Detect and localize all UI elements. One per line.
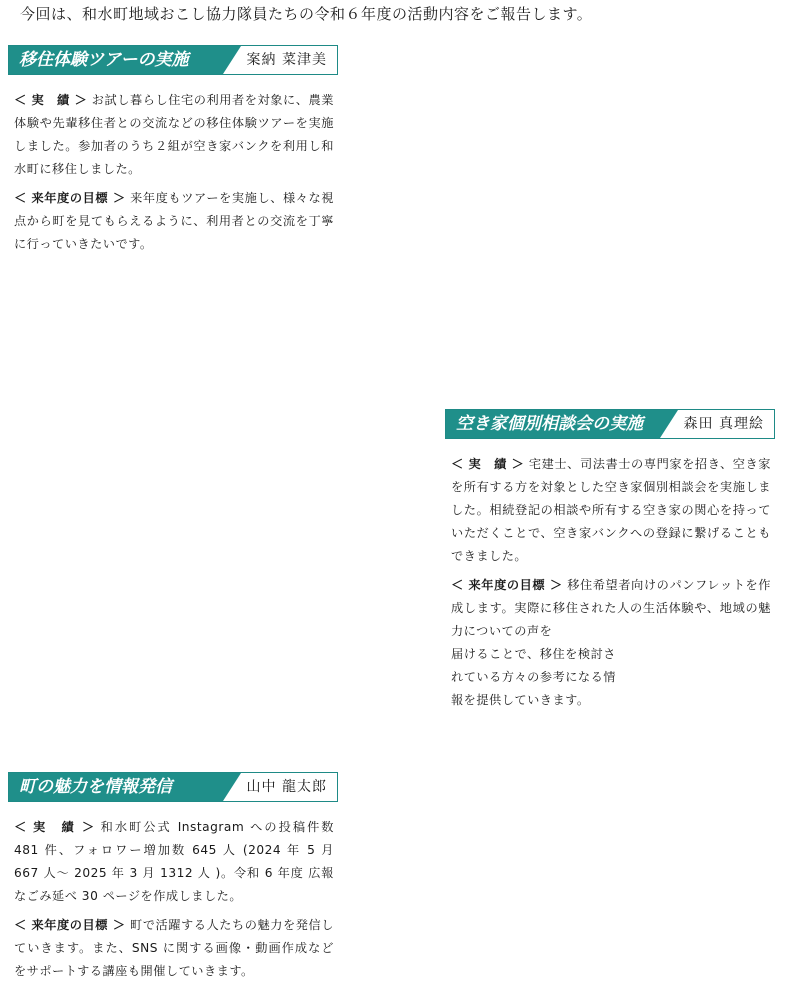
section-vacant-house-consultation (445, 409, 775, 718)
section-migration-tour (8, 45, 338, 262)
section-title: 空き家個別相談会の実施 (456, 414, 643, 434)
goal-paragraph (451, 574, 771, 643)
section-author: 森田 真理絵 (683, 416, 764, 432)
result-label: ＜ 実 績 ＞ (14, 820, 95, 834)
section-author: 山中 龍太郎 (246, 779, 327, 795)
goal-text: 町で活躍する人たちの魅力を発信していきます。また、SNS に関する画像・動画作成などをサポートする講座も開催していきます。 (14, 918, 334, 978)
goal-paragraph (14, 187, 334, 256)
goal-text: 移住希望者向けのパンフレットを作成します。実際に移住された人の生活体験や、地域の魅力についての声を (451, 578, 771, 638)
section-body (445, 439, 775, 712)
goal-label: ＜ 来年度の目標 ＞ (14, 918, 126, 932)
section-author: 案納 菜津美 (246, 52, 327, 68)
section-header (8, 772, 338, 802)
section-title: 移住体験ツアーの実施 (19, 50, 189, 70)
goal-label: ＜ 来年度の目標 ＞ (14, 191, 126, 205)
goal-paragraph (14, 914, 334, 983)
section-body (8, 75, 338, 256)
section-town-promotion (8, 772, 338, 989)
result-text: 和水町公式 Instagram への投稿件数 481 件、フォロワー増加数 645 人 (2024 年 5 月 667 人～ 2025 年 3 月 1312 人 )。令和 6 年度 広報なごみ延べ 30 ページを作成しました。 (14, 820, 334, 903)
result-label: ＜ 実 績 ＞ (451, 457, 525, 471)
section-header (445, 409, 775, 439)
intro-text: 今回は、和水町地域おこし協力隊員たちの令和６年度の活動内容をご報告します。 (20, 5, 593, 23)
result-paragraph (451, 453, 771, 568)
section-body (8, 802, 338, 983)
section-header (8, 45, 338, 75)
goal-label: ＜ 来年度の目標 ＞ (451, 578, 563, 592)
result-text: 宅建士、司法書士の専門家を招き、空き家を所有する方を対象とした空き家個別相談会を実施しました。相続登記の相談や所有する空き家の関心を持っていただくことで、空き家バンクへの登録に繋げることもできました。 (451, 457, 771, 563)
goal-paragraph-continued: 届けることで、移住を検討されている方々の参考になる情報を提供していきます。 (451, 647, 616, 707)
result-text: お試し暮らし住宅の利用者を対象に、農業体験や先輩移住者との交流などの移住体験ツアーを実施しました。参加者のうち２組が空き家バンクを利用し和水町に移住しました。 (14, 93, 334, 176)
result-label: ＜ 実 績 ＞ (14, 93, 88, 107)
result-paragraph (14, 816, 334, 908)
goal-text: 来年度もツアーを実施し、様々な視点から町を見てもらえるように、利用者との交流を丁寧に行っていきたいです。 (14, 191, 334, 251)
result-paragraph (14, 89, 334, 181)
section-title: 町の魅力を情報発信 (19, 777, 172, 797)
